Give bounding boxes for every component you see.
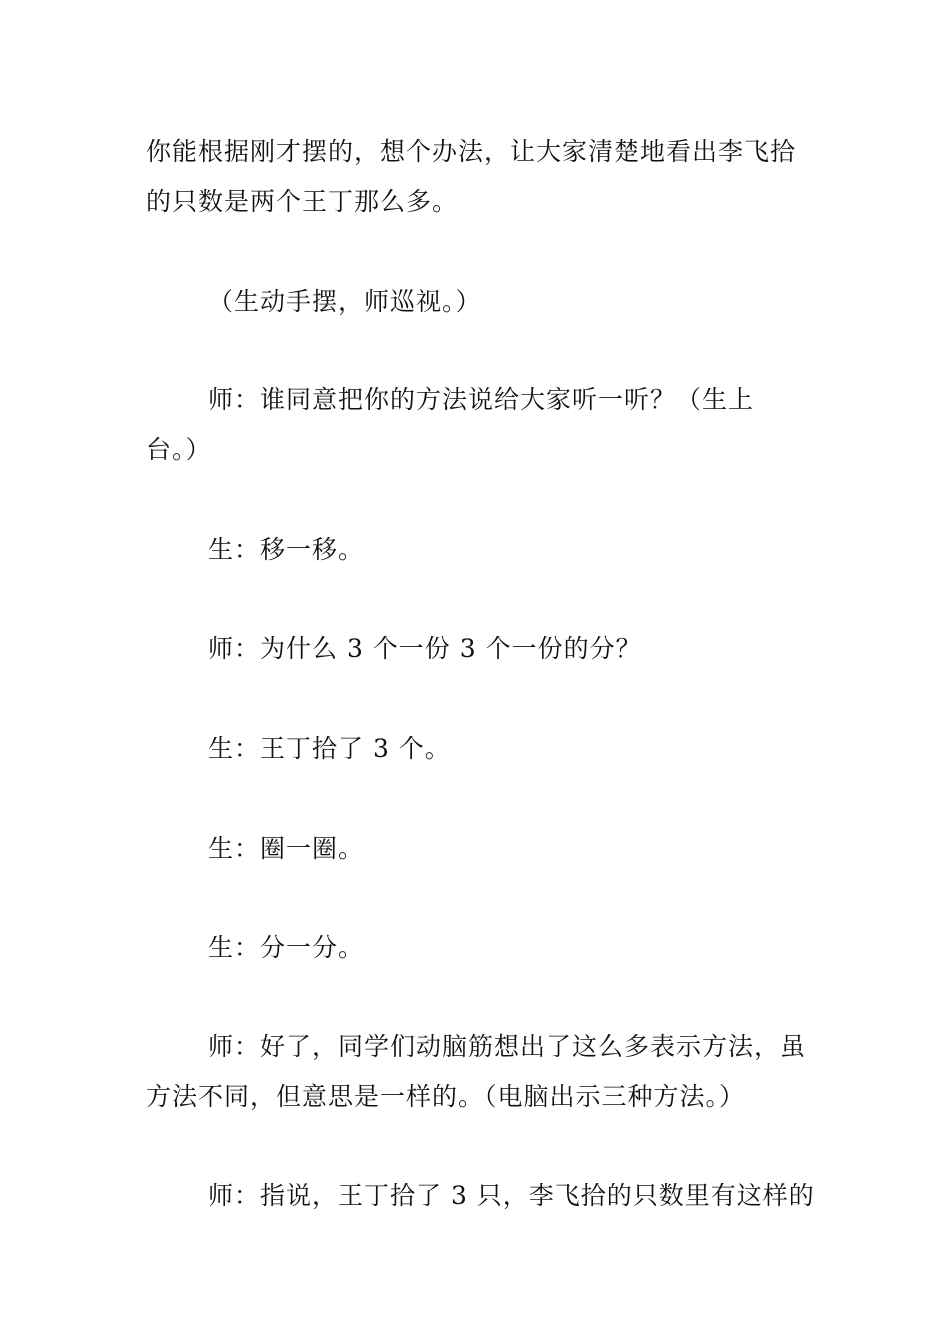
paragraph-3-line-2: 台。） [146,435,212,464]
paragraph-10-line-1: 师：指说，王丁拾了 3 只，李飞拾的只数里有这样的 [208,1181,815,1210]
paragraph-5-line-1: 师：为什么 3 个一份 3 个一份的分？ [208,634,642,663]
paragraph-9-line-1: 师：好了，同学们动脑筋想出了这么多表示方法，虽 [208,1032,807,1061]
paragraph-7-line-1: 生：圈一圈。 [208,834,365,863]
paragraph-2-line-1: （生动手摆，师巡视。） [208,287,482,316]
paragraph-9-line-2: 方法不同，但意思是一样的。（电脑出示三种方法。） [146,1082,746,1111]
paragraph-1-line-2: 的只数是两个王丁那么多。 [146,187,459,216]
paragraph-1-line-1: 你能根据刚才摆的，想个办法，让大家清楚地看出李飞拾 [146,137,797,166]
paragraph-8-line-1: 生：分一分。 [208,933,365,962]
paragraph-6-line-1: 生：王丁拾了 3 个。 [208,734,451,763]
paragraph-3-line-1: 师：谁同意把你的方法说给大家听一听？（生上 [208,385,755,414]
paragraph-4-line-1: 生：移一移。 [208,535,365,564]
